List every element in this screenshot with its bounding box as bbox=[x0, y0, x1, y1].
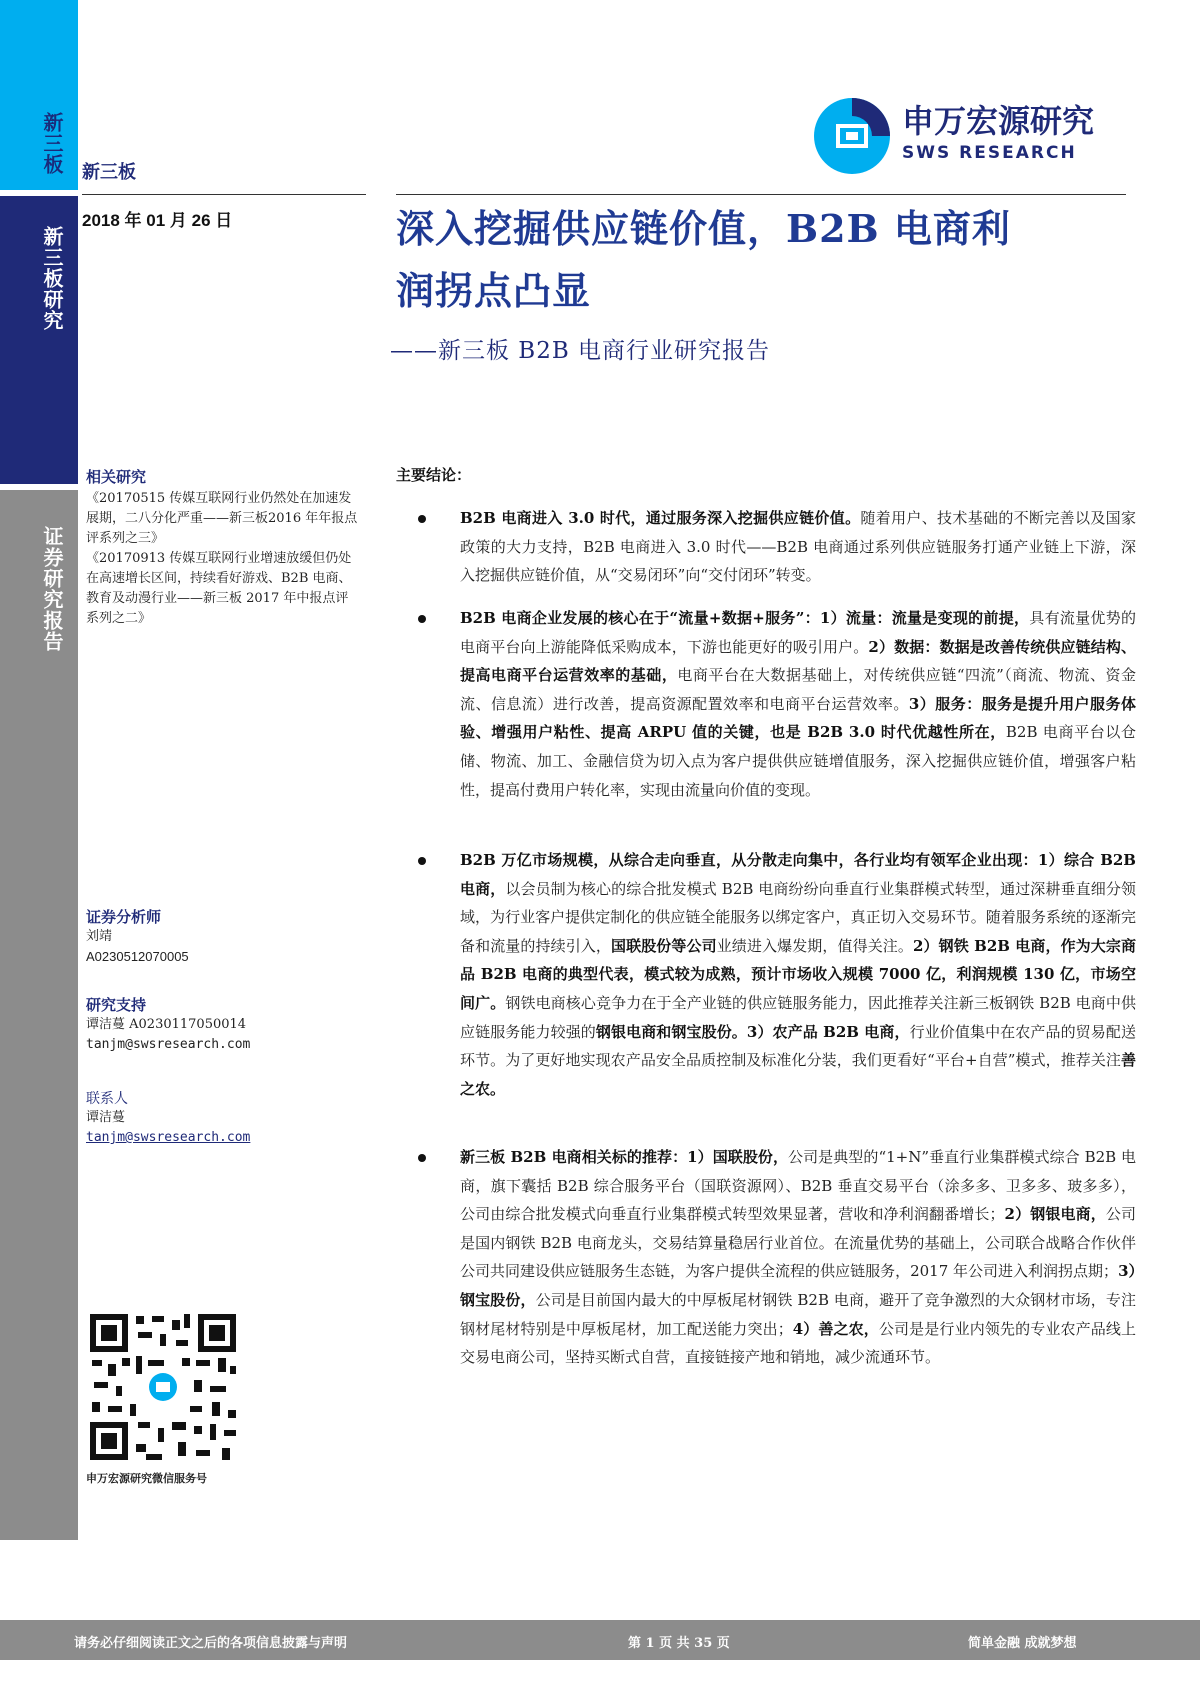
bullet-bold: 3）钢宝股份， bbox=[460, 1262, 1137, 1309]
bullet-bold: 2）数据：数据是改善传统供应链结构、提高电商平台运营效率的基础， bbox=[460, 637, 1136, 685]
tab-securities-report bbox=[0, 490, 78, 1540]
bullet-bold: 国联股份等公司 bbox=[611, 936, 717, 955]
bullet-bold: 2）钢铁 B2B 电商，作为大宗商品 B2B 电商的典型代表，模式较为成熟，预计市场收入规模 7000 亿，利润规模 130 亿，市场空间广。 bbox=[460, 936, 1136, 1012]
title-line-1: 深入挖掘供应链价值，B2B 电商利 bbox=[396, 206, 1011, 251]
bullet-bold: 钢银电商和钢宝股份。 bbox=[595, 1022, 747, 1041]
wechat-qr-code bbox=[86, 1310, 240, 1464]
analyst-id: A0230512070005 bbox=[86, 949, 189, 964]
page-number: 第 1 页 共 35 页 bbox=[628, 1636, 730, 1651]
bullet-text: B2B 电商平台以仓储、物流、加工、金融信贷为切入点为客户提供供应链增值服务，深入挖掘供应链价值，增强客户粘性，提高付费用户转化率，实现由流量向价值的变现。 bbox=[460, 723, 1137, 799]
sws-logo-icon bbox=[810, 92, 1130, 178]
report-date: 2018 年 01 月 26 日 bbox=[82, 211, 233, 230]
support-heading: 研究支持 bbox=[86, 996, 147, 1014]
bullet-text: 公司是国内钢铁 B2B 电商龙头，交易结算量稳居行业首位。在流量优势的基础上，公司联合战略合作伙伴公司共同建设供应链服务生态链，为客户提供全流程的供应链服务，2017 年公司进入利润拐点期； bbox=[460, 1205, 1136, 1281]
tab-xinsanban-research-label: 新三板研究 bbox=[40, 226, 64, 331]
bullet-text: 业绩进入爆发期，值得关注。 bbox=[716, 936, 913, 955]
tab-securities-report-label: 证券研究报告 bbox=[40, 526, 64, 652]
bullet-bold: 3）服务：服务是提升用户服务体验、增强用户粘性、提高 ARPU 值的关键，也是 B2B 3.0 时代优越性所在， bbox=[460, 694, 1136, 742]
contact-name: 谭洁蔓 bbox=[86, 1110, 126, 1125]
bullet-bold: 2）钢银电商， bbox=[1004, 1205, 1106, 1224]
related-heading: 相关研究 bbox=[86, 468, 147, 486]
related-research bbox=[86, 466, 358, 629]
bullet-text: 随着用户、技术基础的不断完善以及国家政策的大力支持，B2B 电商进入 3.0 时代——B2B 电商通过系列供应链服务打通产业链上下游，深入挖掘供应链价值，从“交易闭环”向“交付闭环”转变。 bbox=[460, 509, 1136, 585]
main-conclusions-heading: 主要结论： bbox=[396, 466, 472, 484]
qr-caption: 申万宏源研究微信服务号 bbox=[86, 1472, 207, 1485]
footer-slogan: 简单金融 成就梦想 bbox=[968, 1636, 1077, 1651]
bullet-lead: B2B 电商进入 3.0 时代，通过服务深入挖掘供应链价值。 bbox=[460, 509, 861, 527]
bullet-text: 以会员制为核心的综合批发模式 B2B 电商纷纷向垂直行业集群模式转型，通过深耕垂直细分领域，为行业客户提供定制化的供应链全能服务以绑定客户，真正切入交易环节。随着服务系统的逐渐完备和流量的持续引入， bbox=[460, 879, 1136, 955]
bullet-text: 公司是目前国内最大的中厚板尾材钢铁 B2B 电商，避开了竞争激烈的大众钢材市场，专注钢材尾材特别是中厚板尾材，加工配送能力突出； bbox=[460, 1290, 1136, 1338]
research-support bbox=[86, 994, 358, 1055]
related-item: 《20170515 传媒互联网行业仍然处在加速发展期，二八分化严重——新三板2016 年年报点评系列之三》 bbox=[86, 491, 358, 546]
conclusion-bullet-1 bbox=[460, 504, 1136, 590]
contact-info bbox=[86, 1088, 358, 1148]
divider bbox=[82, 194, 366, 195]
footer-disclaimer: 请务必仔细阅读正文之后的各项信息披露与声明 bbox=[74, 1636, 348, 1651]
bullet-bold: 4）善之农， bbox=[792, 1319, 879, 1338]
sws-logo bbox=[810, 92, 1130, 178]
bullet-text: 行业价值集中在农产品的贸易配送环节。为了更好地实现农产品安全品质控制及标准化分装，我们更看好“平台+自营”模式，推荐关注 bbox=[460, 1022, 1136, 1070]
bullet-text: 电商平台在大数据基础上，对传统供应链“四流”（商流、物流、资金流、信息流）进行改善，提高资源配置效率和电商平台运营效率。 bbox=[460, 666, 1136, 713]
bullet-text: 公司是典型的“1+N”垂直行业集群模式综合 B2B 电商，旗下囊括 B2B 综合服务平台（国联资源网）、B2B 垂直交易平台（涂多多、卫多多、玻多多），公司由综合批发模式向垂直行业集群模式转型效果显著，营收和净利润翻番增长； bbox=[460, 1148, 1136, 1224]
bullet-text: 钢铁电商核心竞争力在于全产业链的供应链服务能力，因此推荐关注新三板钢铁 B2B 电商中供应链服务能力较强的 bbox=[460, 993, 1136, 1041]
bullet-text: 具有流量优势的电商平台向上游能降低采购成本，下游也能更好的吸引用户。 bbox=[460, 609, 1136, 656]
related-item: 《20170913 传媒互联网行业增速放缓但仍处在高速增长区间，持续看好游戏、B2B 电商、教育及动漫行业——新三板 2017 年中报点评系列之二》 bbox=[86, 551, 352, 626]
logo-en-text: SWS RESEARCH bbox=[902, 143, 1077, 163]
support-email[interactable]: tanjm@swsresearch.com bbox=[86, 1037, 251, 1052]
bullet-dot bbox=[418, 615, 426, 623]
bullet-dot bbox=[418, 1154, 426, 1162]
page-footer bbox=[0, 1620, 1200, 1660]
bullet-bold: 3）农产品 B2B 电商， bbox=[746, 1022, 910, 1041]
bullet-text: 公司是是行业内领先的专业农产品线上交易电商公司，坚持买断式自营，直接链接产地和销地，减少流通环节。 bbox=[460, 1319, 1136, 1367]
bullet-bold: 新三板 B2B 电商相关标的推荐：1）国联股份， bbox=[460, 1148, 789, 1166]
qr-code-icon bbox=[86, 1310, 240, 1464]
support-name-id: 谭洁蔓 A0230117050014 bbox=[86, 1017, 247, 1032]
report-subtitle: ——新三板 B2B 电商行业研究报告 bbox=[390, 338, 771, 364]
tab-xinsanban bbox=[0, 0, 78, 190]
conclusion-bullet-3 bbox=[460, 846, 1136, 1103]
contact-email-link[interactable]: tanjm@swsresearch.com bbox=[86, 1130, 251, 1145]
bullet-bold: B2B 电商企业发展的核心在于“流量+数据+服务”：1）流量：流量是变现的前提， bbox=[460, 609, 1030, 627]
logo-cn-text: 申万宏源研究 bbox=[902, 102, 1095, 140]
bullet-dot bbox=[418, 857, 426, 865]
analyst-heading: 证券分析师 bbox=[86, 908, 162, 926]
report-title bbox=[396, 198, 1136, 322]
bullet-dot bbox=[418, 515, 426, 523]
tab-xinsanban-label: 新三板 bbox=[40, 112, 64, 175]
contact-heading: 联系人 bbox=[86, 1091, 128, 1107]
conclusion-bullet-4 bbox=[460, 1143, 1136, 1372]
divider bbox=[396, 194, 1126, 195]
bullet-bold: B2B 万亿市场规模，从综合走向垂直，从分散走向集中，各行业均有领军企业出现：1）综合 B2B 电商， bbox=[460, 851, 1136, 898]
analyst-info bbox=[86, 906, 358, 967]
bullet-bold: 善之农。 bbox=[460, 1051, 1136, 1098]
tab-xinsanban-research bbox=[0, 196, 78, 484]
title-line-2: 润拐点凸显 bbox=[396, 268, 592, 313]
analyst-name: 刘靖 bbox=[86, 929, 113, 944]
section-label: 新三板 bbox=[82, 162, 136, 183]
conclusion-bullet-2 bbox=[460, 604, 1136, 804]
